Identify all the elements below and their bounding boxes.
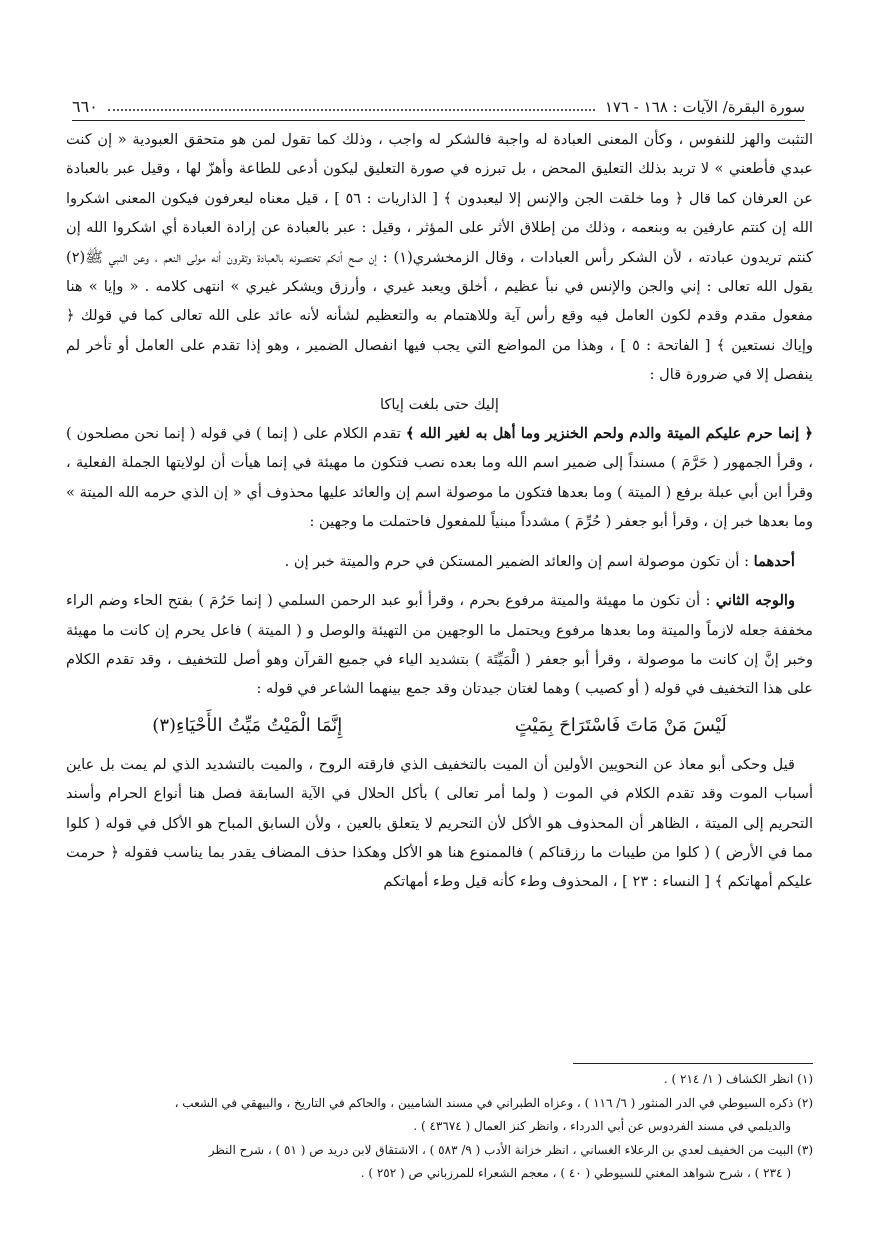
main-text: [66, 125, 813, 897]
paragraph-1: [66, 125, 813, 390]
text-line: المباح هو الأكل في قوله ( كلوا مما في الأرض ) ( كلوا من طيبات ما رزقناكم ) فالممنوع هنا هو الأكل وهكذا حذف: [66, 814, 813, 861]
text-line: التثبت والهز للنفوس ، وكأن المعنى العبادة له واجبة فالشكر له واجب ، وذلك كما تقول لمن هو متحقق العبودية « إن: [91, 131, 813, 148]
text-line: وضم الراء مخففة جعله لازماً والميتة وما بعدها مرفوع ويحتمل ما الوجهين من التهيئة والوصل و ( الميتة ) فاعل يحرم: [66, 592, 813, 639]
header-dot-leader: [108, 108, 595, 111]
running-title: سورة البقرة/ الآيات : ١٦٨ - ١٧٦: [604, 98, 805, 116]
footnote-separator: [573, 1063, 813, 1064]
footnote-3: [66, 1139, 813, 1163]
second-reading: [66, 586, 813, 704]
spacer: [66, 576, 813, 586]
quran-verse: ﴿ إنما حرم عليكم الميتة والدم ولحم الخنزير وما أهل به لغير الله ﴾: [405, 425, 814, 443]
spacer: [66, 537, 813, 547]
text-line: ويعبد غيري ، وأرزق ويشكر غيري » انتهى كلامه . « وإيا » هنا مفعول مقدم وقدم لكون العامل فيه وقع رأس آية: [66, 278, 813, 325]
poetry-first-hemistich: لَيْسَ مَنْ مَاتَ فَاسْتَرَاحَ بِمَيْتٍ: [514, 714, 727, 736]
poetry-second-hemistich: إِنَّمَا الْمَيْتُ مَيِّتُ الأَحْيَاءِ(٣): [152, 714, 343, 736]
text-line: المواضع التي يجب فيها انفصال الضمير ، وهو إذا تقدم على العامل أو تأخر لم ينفصل إلا في ضرورة قال :: [66, 336, 813, 384]
text-line: قيل وحكى أبو معاذ عن النحويين الأولين أن الميت بالتخفيف الذي فارقته الروح ، والميت بالتشديد الذي لم: [147, 755, 796, 773]
text-line: كنت عبدي فأطعني » لا تريد بذلك التعليق المحض ، بل تبرزه في صورة التعليق ليكون أدعى للطاعة وأهزّ لها ، وقيل: [66, 131, 813, 178]
first-reading: [66, 547, 813, 576]
text-line: العبادة أي اشكروا الله إن كنتم تريدون عبادته ، لأن الشكر رأس العبادات ، وقال الزمخشري(١) : إن صح أنكم: [66, 219, 813, 266]
text-line: فيكون المعنى اشكروا الله إن كنتم عارفين به وبنعمه ، وذلك من إطلاق الأثر على المؤثر ، وقيل : عبر بالعبادة عن إرادة: [66, 189, 813, 237]
text-line: تقدم الكلام على ( إنما ) في قوله ( إنما: [159, 425, 401, 443]
paragraph-3: [66, 750, 813, 897]
paragraph-2: [66, 419, 813, 537]
text-line: وللاهتمام به والتعظيم لشأنه لأنه عائد على الله تعالى كما في قولك ﴿ وإياك نستعين ﴾ [ الفاتحة : ٥ ] ، وهذا من: [66, 307, 814, 354]
text-line: للتخفيف ، وقد تقدم الكلام على هذا التخفيف في قوله ( أو كصيب ) وهما لغتان جيدتان وقد جمع بينهما الشاعر في: [66, 650, 813, 698]
text-line: تختصونه بالعبادة وتقرون أنه مولى النعم ، وعن النبي ﷺ(٢) يقول الله تعالى : إني والجن والإنس في نبأ عظيم ، أخلق: [66, 248, 813, 296]
text-line: يمت بل عاين أسباب الموت وقد تقدم الكلام في الموت ( ولما أمر تعالى ) بأكل الحلال في الآية السابقة فصل هنا: [66, 755, 813, 803]
second-reading-label: والوجه الثاني: [715, 592, 796, 610]
text-line: لولايتها الجملة الفعلية ، وقرأ ابن أبي عبلة برفع ( الميتة ) وما بعدها فتكون ما موصولة اسم إن والعائد عليها محذوف: [66, 454, 813, 501]
text-line: عبر بالعبادة عن العرفان كما قال ﴿ وما خلقت الجن والإنس إلا ليعبدون ﴾ [ الذاريات : ٥٦ ] ، قيل معناه ليعرفون: [66, 160, 813, 207]
page-number: ٦٦٠: [72, 97, 98, 116]
running-header: [72, 88, 805, 121]
text-line: إن كانت ما مهيئة وخبر إنَّ إن كانت ما موصولة ، وقرأ أبو جعفر ( الْمَيِّتَة ) بتشديد الياء في جميع القرآن وهو أصل: [66, 621, 814, 668]
footnotes: [66, 1068, 813, 1186]
text-line: نحن مصلحون ) ، وقرأ الجمهور ( حَرَّمَ ) مسنداً إلى ضمير اسم الله وما بعده نصب فتكون ما مهيئة في إنما هيأت أن: [66, 425, 813, 472]
footnote-line: (٢) ذكره السيوطي في الدر المنثور ( ٦/ ١١٦ ) ، وعزاه الطبراني في مسند الشاميين ، والحاكم في التاريخ ، والبيهقي في الشعب ،: [174, 1095, 813, 1110]
footnote-2-continued: والديلمي في مسند الفردوس عن أبي الدرداء ، وانظر كنز العمال ( ٤٣٦٧٤ ) .: [413, 1119, 791, 1133]
text-line: أنواع الحرام وأسند التحريم إلى الميتة ، الظاهر أن المحذوف هو الأكل لأن التحريم لا يتعلق بالعين ، ولأن السابق: [66, 785, 814, 832]
text-line: أي « إن الذي حرمه الله الميتة » وما بعدها خبر إن ، وقرأ أبو جعفر ( حُرِّمَ ) مشدداً مبنياً للمفعول فاحتملت ما وجهين :: [66, 483, 813, 531]
poetry-half-verse: إليك حتى بلغت إياكا: [380, 395, 499, 413]
first-reading-label: أحدهما: [753, 552, 795, 570]
text-line: قوله :: [256, 680, 293, 698]
text-line: المضاف يقدر بما يناسب فقوله ﴿ حرمت عليكم أمهاتكم ﴾ [ النساء : ٢٣ ] ، المحذوف وطء كأنه قيل وطء أمهاتكم: [66, 843, 813, 891]
text-line: : أن تكون موصولة اسم إن والعائد الضمير المستكن في حرم والميتة خبر إن .: [284, 552, 750, 570]
footnote-2: [66, 1092, 813, 1116]
footnote-line: (٣) البيت من الخفيف لعدي بن الرعلاء الغساني ، انظر خزانة الأدب ( ٩/ ٥٨٣ ) ، الاشتقاق لابن دريد ص ( ٥١ ) ، شرح النظر: [208, 1142, 813, 1157]
footnote-3-continued: ( ٢٣٤ ) ، شرح شواهد المغني للسيوطي ( ٤٠ ) ، معجم الشعراء للمرزباني ص ( ٢٥٢ ) .: [360, 1166, 791, 1180]
footnote-1: (١) انظر الكشاف ( ١/ ٢١٤ ) .: [663, 1072, 813, 1086]
text-line: : أن تكون ما مهيئة والميتة مرفوع بحرم ، وقرأ أبو عبد الرحمن السلمي ( إنما حَرُمَ ) بفتح الحاء: [127, 592, 711, 610]
poetry-verse: [66, 706, 813, 746]
